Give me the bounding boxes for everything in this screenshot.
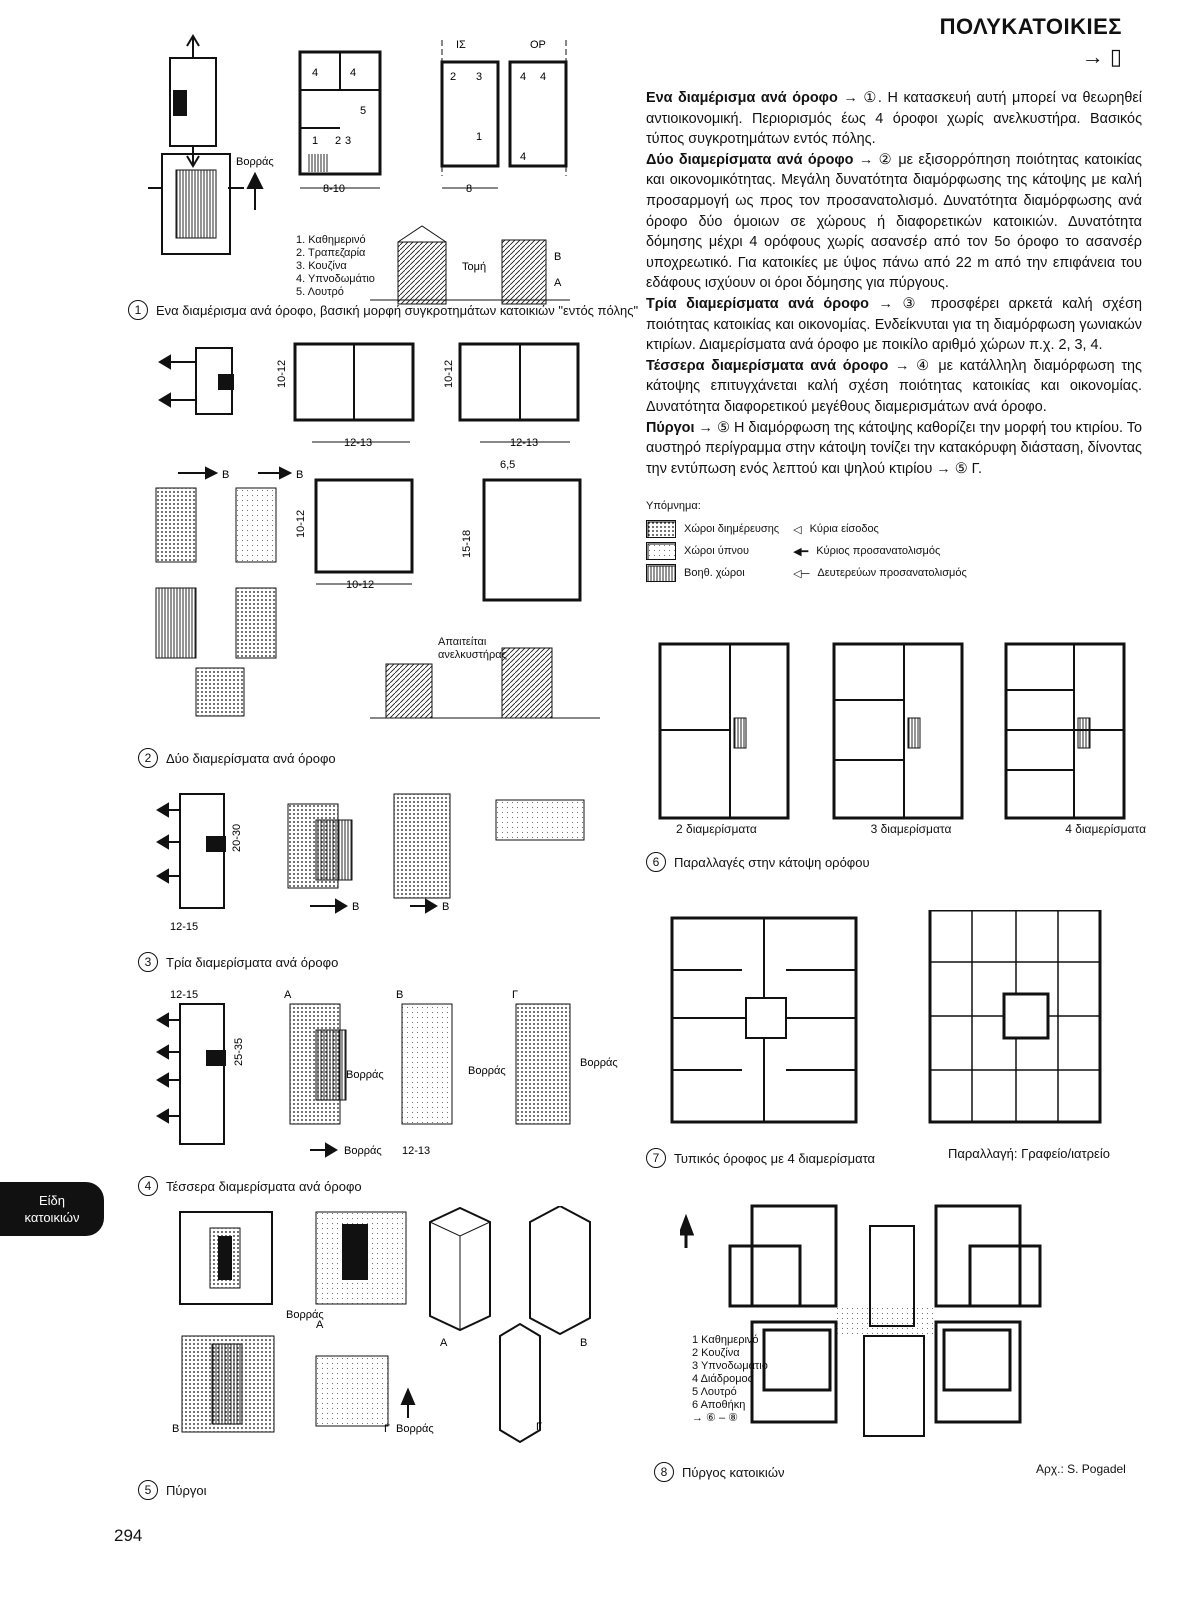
svg-text:12-13: 12-13 xyxy=(402,1145,431,1157)
svg-text:15-18: 15-18 xyxy=(461,529,473,558)
svg-text:Γ: Γ xyxy=(512,990,519,1001)
svg-text:B: B xyxy=(580,1337,588,1349)
fig3-caption: 3 Τρία διαμερίσματα ανά όροφο xyxy=(138,952,338,972)
fig1-is: ΙΣ xyxy=(456,39,466,51)
paragraph-towers: Πύργοι → ⑤ Η διαμόρφωση της κάτοψης καθορίζει την μορφή του κτιρίου. Το αυστηρό περίγραμμα στην κάτοψη τονίζει την κατακόρυφη διάσταση, δίνοντας την εντύπωση ενός λεπτού και ψηλού κτιρίου → ⑤ Γ. xyxy=(646,419,1142,477)
svg-text:3: 3 xyxy=(345,135,352,147)
svg-text:B: B xyxy=(222,469,230,481)
fig1-caption: 1 Ενα διαμέρισμα ανά όροφο, βασική μορφή συγκροτημάτων κατοικιών "εντός πόλης" xyxy=(128,300,638,320)
svg-text:10-12: 10-12 xyxy=(443,359,455,388)
fig7-drawings xyxy=(662,910,1142,1130)
fig1-section: Τομή xyxy=(462,261,487,273)
fig5-drawings xyxy=(140,1206,620,1456)
svg-text:4: 4 xyxy=(540,71,547,83)
svg-text:5: 5 xyxy=(360,105,367,117)
svg-text:Βορράς: Βορράς xyxy=(396,1423,434,1435)
svg-text:B: B xyxy=(352,901,360,913)
paragraph-two-apartments: Δύο διαμερίσματα ανά όροφο → ② με εξισορρόπηση ποιότητας κατοικίας και οικονομικότητας. Μεγάλη δυνατότητα διαμόρφωσης της κάτοψης με καλή προσαρμογή ως προς τον προσανατολισμό. Δυνατότητα διαμόρφωσης ανά όροφο δύο όμοιων σε χώρους ή διαφορετικών κατοικιών. Δυνατότητα δόμησης μέχρι 4 ορόφους χωρίς ασανσέρ από τον 5ο όροφο το ασανσέρ υποχρεωτικό. Για κατοικίες με ύψος πάνω από 22 m από την επιφάνεια του εδάφους ισχύουν οι όροι δόμησης για πύργους. xyxy=(646,151,1142,292)
main-entrance-icon: ◁ xyxy=(793,523,802,536)
fig1-north: Βορράς xyxy=(236,156,274,168)
paragraph-four-apartments: Τέσσερα διαμερίσματα ανά όροφο → ④ με κατάλληλη διαμόρφωση της κάτοψης επιτυγχάνεται καλή σχέση ποιότητας κατοικίας και οικονομίας. Δυνατότητα διαφορετικού μεγέθους διαμερισμάτων ανά όροφο. xyxy=(646,357,1142,415)
svg-text:Βορράς: Βορράς xyxy=(346,1069,384,1081)
svg-text:Βορράς: Βορράς xyxy=(468,1065,506,1077)
secondary-orientation-icon: ◁─ xyxy=(793,567,810,580)
svg-text:2: 2 xyxy=(450,71,457,83)
fig8-architect: Αρχ.: S. Pogadel xyxy=(1036,1462,1126,1476)
legend-living: Χώροι διημέρευσης xyxy=(684,523,780,535)
svg-text:12-13: 12-13 xyxy=(510,437,539,449)
fig2-drawings xyxy=(140,338,620,728)
page-number: 294 xyxy=(114,1526,143,1545)
svg-text:10-12: 10-12 xyxy=(276,359,288,388)
body-text xyxy=(646,88,1142,479)
svg-text:12-15: 12-15 xyxy=(170,921,199,933)
svg-text:Βορράς: Βορράς xyxy=(344,1145,382,1157)
svg-text:1: 1 xyxy=(476,131,483,143)
fig2-caption: 2 Δύο διαμερίσματα ανά όροφο xyxy=(138,748,336,768)
svg-text:12-13: 12-13 xyxy=(344,437,373,449)
fig7-caption-variant: Παραλλαγή: Γραφείο/ιατρείο xyxy=(948,1146,1110,1161)
svg-text:1: 1 xyxy=(312,135,319,147)
fig6-caption: 6 Παραλλαγές στην κάτοψη ορόφου xyxy=(646,852,870,872)
svg-text:Βορράς: Βορράς xyxy=(580,1057,618,1069)
fig5-caption: 5 Πύργοι xyxy=(138,1480,207,1500)
svg-text:Βορράς: Βορράς xyxy=(286,1309,324,1321)
svg-text:10-12: 10-12 xyxy=(346,579,375,591)
fig8-room-list: 1 Καθημερινό 2 Κουζίνα 3 Υπνοδωμάτιο 4 Διάδρομος 5 Λουτρό 6 Αποθήκη → ⑥ – ⑧ xyxy=(692,1334,768,1424)
svg-text:25-35: 25-35 xyxy=(233,1037,245,1066)
svg-text:A: A xyxy=(554,277,562,289)
fig6-drawings xyxy=(650,640,1130,840)
page-title: ΠΟΛΥΚΑΤΟΙΚΙΕΣ xyxy=(939,14,1122,39)
fig1-room-list: 1. Καθημερινό 2. Τραπεζαρία 3. Κουζίνα 4. Υπνοδωμάτιο 5. Λουτρό xyxy=(296,234,375,298)
fig1-drawings xyxy=(140,30,620,330)
legend-title: Υπόμνημα: xyxy=(646,500,701,512)
svg-text:4: 4 xyxy=(312,67,319,79)
svg-text:B: B xyxy=(172,1423,180,1435)
legend-auxiliary: Βοηθ. χώροι xyxy=(684,567,745,579)
fig6-subcaptions: 2 διαμερίσματα 3 διαμερίσματα 4 διαμερίσματα xyxy=(676,822,1146,836)
fig4-drawings xyxy=(140,990,620,1180)
svg-text:A: A xyxy=(316,1319,324,1331)
svg-text:A: A xyxy=(284,990,292,1001)
paragraph-one-apartment: Ενα διαμέρισμα ανά όροφο → ①. Η κατασκευή αυτή μπορεί να θεωρηθεί αντιοικονομική. Περιορισμός έως 4 όροφοι χωρίς ανελκυστήρα. Βασικός τύπος συγκροτημάτων εντός πόλης. xyxy=(646,90,1143,148)
legend-sleeping: Χώροι ύπνου xyxy=(684,545,750,557)
svg-text:B: B xyxy=(296,469,304,481)
svg-text:4: 4 xyxy=(520,71,527,83)
paragraph-three-apartments: Τρία διαμερίσματα ανά όροφο → ③ προσφέρει αρκετά καλή σχέση ποιότητας κατοικίας και οικονομίας. Ενδείκνυται για τη διαμόρφωση γωνιακών κτιρίων. Διαμερίσματα ανά όροφο με ποικίλο αριθμό χώρων π.χ. 2, 3, 4. xyxy=(646,295,1142,354)
svg-text:12-15: 12-15 xyxy=(170,990,199,1001)
fig3-drawings xyxy=(140,780,620,940)
svg-text:2: 2 xyxy=(335,135,342,147)
svg-text:B: B xyxy=(396,990,404,1001)
svg-text:4: 4 xyxy=(350,67,357,79)
svg-text:4: 4 xyxy=(520,151,527,163)
svg-text:6,5: 6,5 xyxy=(500,459,516,471)
book-reference-icon: → ▯ xyxy=(1081,44,1122,69)
side-tab: Είδη κατοικιών xyxy=(0,1182,104,1236)
svg-text:Γ: Γ xyxy=(536,1421,543,1433)
svg-text:20-30: 20-30 xyxy=(231,823,243,852)
fig8-caption: 8 Πύργος κατοικιών xyxy=(654,1462,784,1482)
main-orientation-icon: ◀━ xyxy=(793,545,809,558)
svg-text:Γ: Γ xyxy=(384,1423,391,1435)
fig1-dim-b: 8 xyxy=(466,183,473,195)
fig7-caption: 7 Τυπικός όροφος με 4 διαμερίσματα xyxy=(646,1148,875,1168)
fig1-op: ΟΡ xyxy=(530,39,546,51)
fig4-caption: 4 Τέσσερα διαμερίσματα ανά όροφο xyxy=(138,1176,362,1196)
svg-text:B: B xyxy=(554,251,562,263)
svg-text:A: A xyxy=(440,1337,448,1349)
svg-text:B: B xyxy=(442,901,450,913)
svg-text:10-12: 10-12 xyxy=(295,509,307,538)
fig1-dim-a: 8-10 xyxy=(323,183,346,195)
legend: Υπόμνημα: Χώροι διημέρευσης Χώροι ύπνου Βοηθ. χώροι ◁ Κύρια είσοδος ◀━ Κύριος προσανατολισμός ◁─ Δευτερεύων προσανατολισμός xyxy=(646,500,967,584)
fig2-lift-note: Απαιτείται ανελκυστήρας xyxy=(438,636,507,661)
svg-text:3: 3 xyxy=(476,71,483,83)
